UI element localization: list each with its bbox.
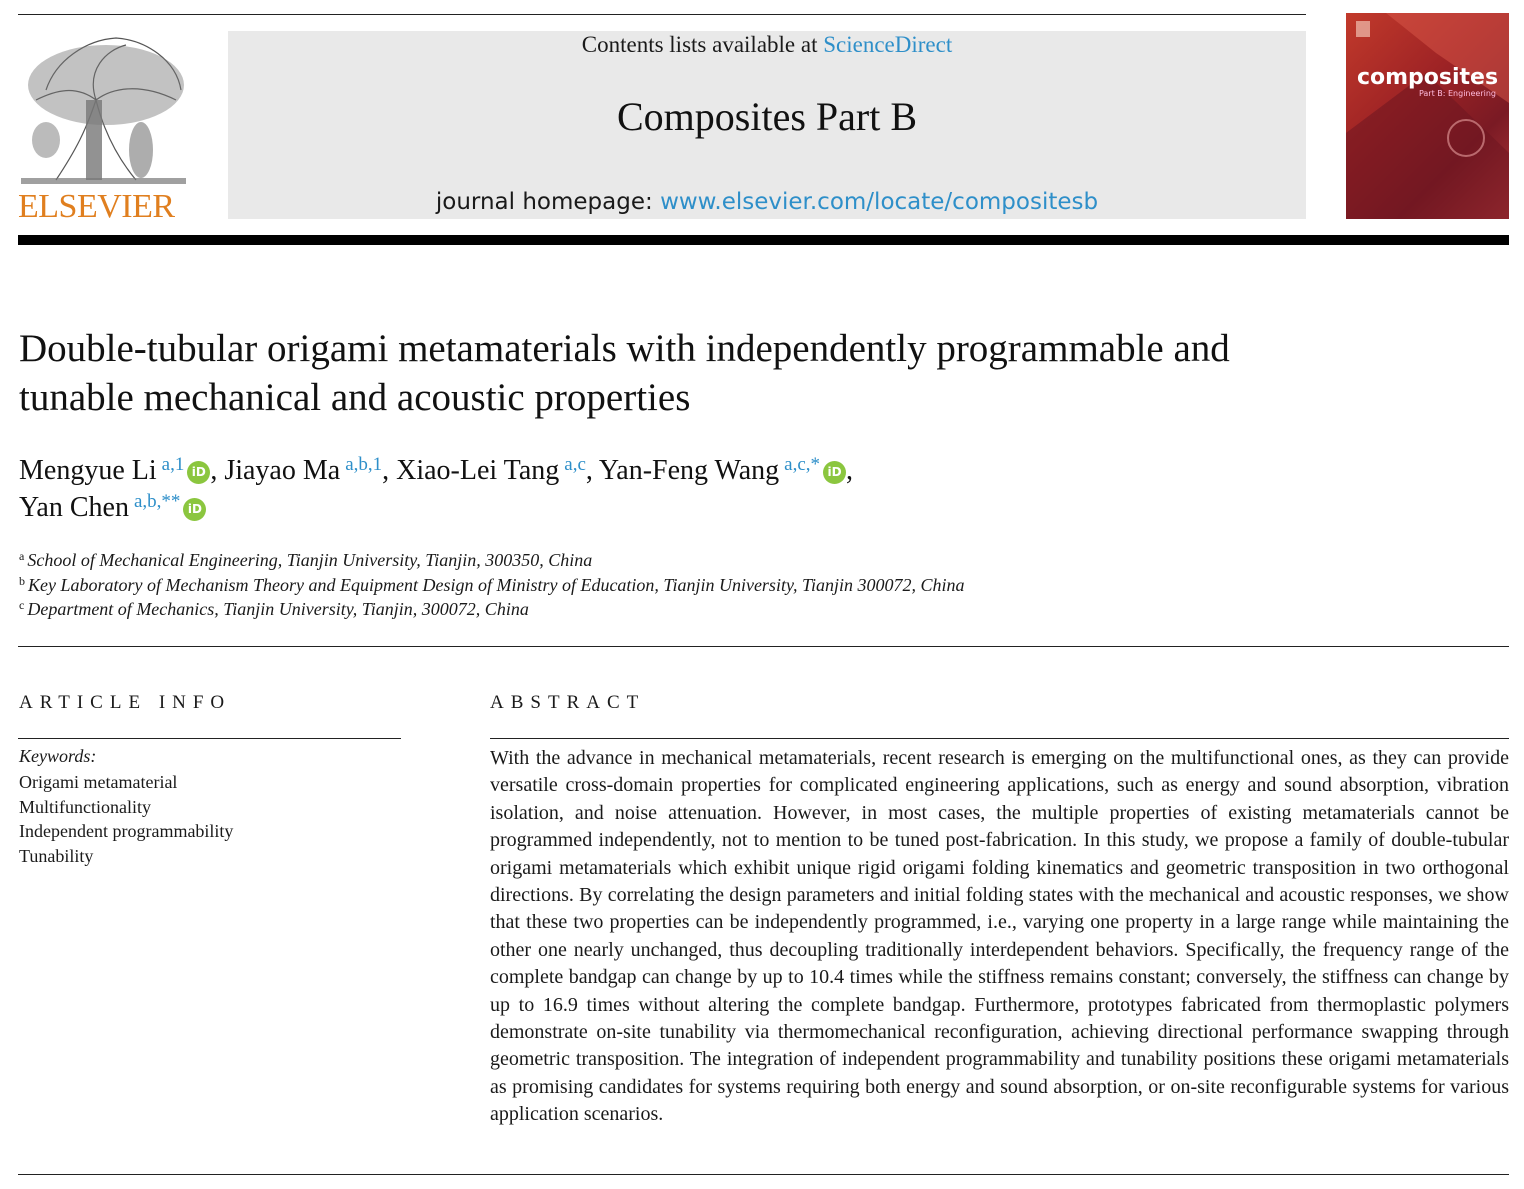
cover-title: composites bbox=[1356, 65, 1499, 90]
sciencedirect-link[interactable]: ScienceDirect bbox=[823, 32, 953, 57]
author-affiliation-marks[interactable]: a,b,1 bbox=[345, 454, 383, 475]
affiliation-text: Key Laboratory of Mechanism Theory and Equipment Design of Ministry of Education, Tianjin University, Tianjin 300072, China bbox=[28, 574, 965, 595]
affiliation-item bbox=[19, 597, 1119, 622]
author-separator: , bbox=[210, 455, 225, 486]
author-name[interactable]: Yan Chen bbox=[19, 492, 129, 523]
keyword-item: Origami metamaterial bbox=[19, 772, 178, 792]
affiliation-mark: a bbox=[19, 549, 25, 563]
article-title: Double-tubular origami metamaterials with independently programmable and tunable mechanical and acoustic properties bbox=[19, 327, 1230, 419]
homepage-prefix: journal homepage: bbox=[435, 189, 661, 215]
homepage-line bbox=[228, 189, 1306, 215]
author-affiliation-marks[interactable]: a,c bbox=[564, 454, 586, 475]
keywords-label: Keywords: bbox=[19, 746, 97, 766]
cover-subtitle: Part B: Engineering bbox=[1418, 89, 1496, 98]
section-divider bbox=[18, 646, 1509, 647]
journal-banner bbox=[228, 31, 1306, 219]
author-separator: , bbox=[585, 455, 599, 486]
author-list bbox=[19, 452, 1119, 526]
journal-title: Composites Part B bbox=[616, 94, 918, 139]
author-name[interactable]: Jiayao Ma bbox=[224, 455, 341, 486]
top-rule bbox=[18, 14, 1306, 15]
abstract-heading: ABSTRACT bbox=[490, 692, 646, 713]
author-affiliation-marks[interactable]: a,c,* bbox=[784, 454, 821, 475]
keywords-list bbox=[19, 770, 233, 868]
orcid-icon[interactable]: iD bbox=[187, 461, 210, 484]
contents-prefix: Contents lists available at bbox=[581, 32, 824, 57]
orcid-icon[interactable]: iD bbox=[183, 498, 206, 521]
affiliation-text: Department of Mechanics, Tianjin University, Tianjin, 300072, China bbox=[27, 599, 529, 619]
author-name[interactable]: Xiao-Lei Tang bbox=[396, 455, 560, 486]
journal-homepage-link[interactable]: www.elsevier.com/locate/compositesb bbox=[660, 189, 1099, 215]
affiliation-mark: b bbox=[19, 573, 25, 588]
affiliation-item bbox=[19, 573, 1119, 598]
article-info-rule bbox=[18, 738, 401, 739]
keyword-item: Independent programmability bbox=[19, 821, 234, 841]
elsevier-wordmark: ELSEVIER bbox=[18, 188, 175, 225]
affiliation-list bbox=[19, 548, 1119, 622]
author-separator: , bbox=[382, 455, 397, 486]
author-name[interactable]: Yan-Feng Wang bbox=[598, 455, 780, 486]
author-affiliation-marks[interactable]: a,1 bbox=[161, 454, 185, 475]
abstract-rule bbox=[490, 738, 1509, 739]
author-separator: , bbox=[846, 455, 854, 486]
author-name[interactable]: Mengyue Li bbox=[19, 455, 157, 486]
abstract-text: With the advance in mechanical metamaterials, recent research is emerging on the multifunctional ones, as they can provide versatile cross-domain properties for complicated engineering applications, such as energy and sound absorption, vibration isolation, and noise attenuation. However, in most cases, the multiple properties of existing metamaterials cannot be programmed independently, not to mention to be tuned post-fabrication. In this study, we propose a family of double-tubular origami metamaterials which exhibit unique rigid origami folding kinematics and geometric transposition in two orthogonal directions. By correlating the design parameters and initial folding states with the mechanical and acoustic responses, we show that these two properties can be independently programmed, i.e., varying one property in a large range while maintaining the other one nearly unchanged, thus decoupling traditionally interdependent behaviors. Specifically, the frequency range of the complete bandgap can change by up to 10.4 times while the stiffness remains constant; conversely, the stiffness can change by up to 16.9 times without altering the complete bandgap. Furthermore, prototypes fabricated from thermoplastic polymers demonstrate on-site tunability via thermomechanical reconfiguration, achieving directional performance swapping through geometric transposition. The integration of independent programmability and tunability positions these origami metamaterials as promising candidates for systems requiring both energy and sound absorption, or on-site reconfigurable systems for various application scenarios. bbox=[490, 747, 1509, 1126]
orcid-icon[interactable]: iD bbox=[823, 461, 846, 484]
keyword-item: Tunability bbox=[19, 845, 94, 866]
affiliation-item bbox=[19, 548, 1119, 573]
journal-cover-image bbox=[1346, 13, 1509, 219]
contents-line bbox=[228, 31, 1306, 59]
article-info-heading: ARTICLE INFO bbox=[19, 692, 232, 713]
header-divider bbox=[18, 235, 1509, 245]
bottom-rule bbox=[18, 1174, 1509, 1175]
affiliation-text: School of Mechanical Engineering, Tianjin University, Tianjin, 300350, China bbox=[27, 550, 593, 570]
author-affiliation-marks[interactable]: a,b,** bbox=[133, 491, 181, 512]
keyword-item: Multifunctionality bbox=[19, 796, 151, 817]
affiliation-mark: c bbox=[19, 598, 25, 612]
